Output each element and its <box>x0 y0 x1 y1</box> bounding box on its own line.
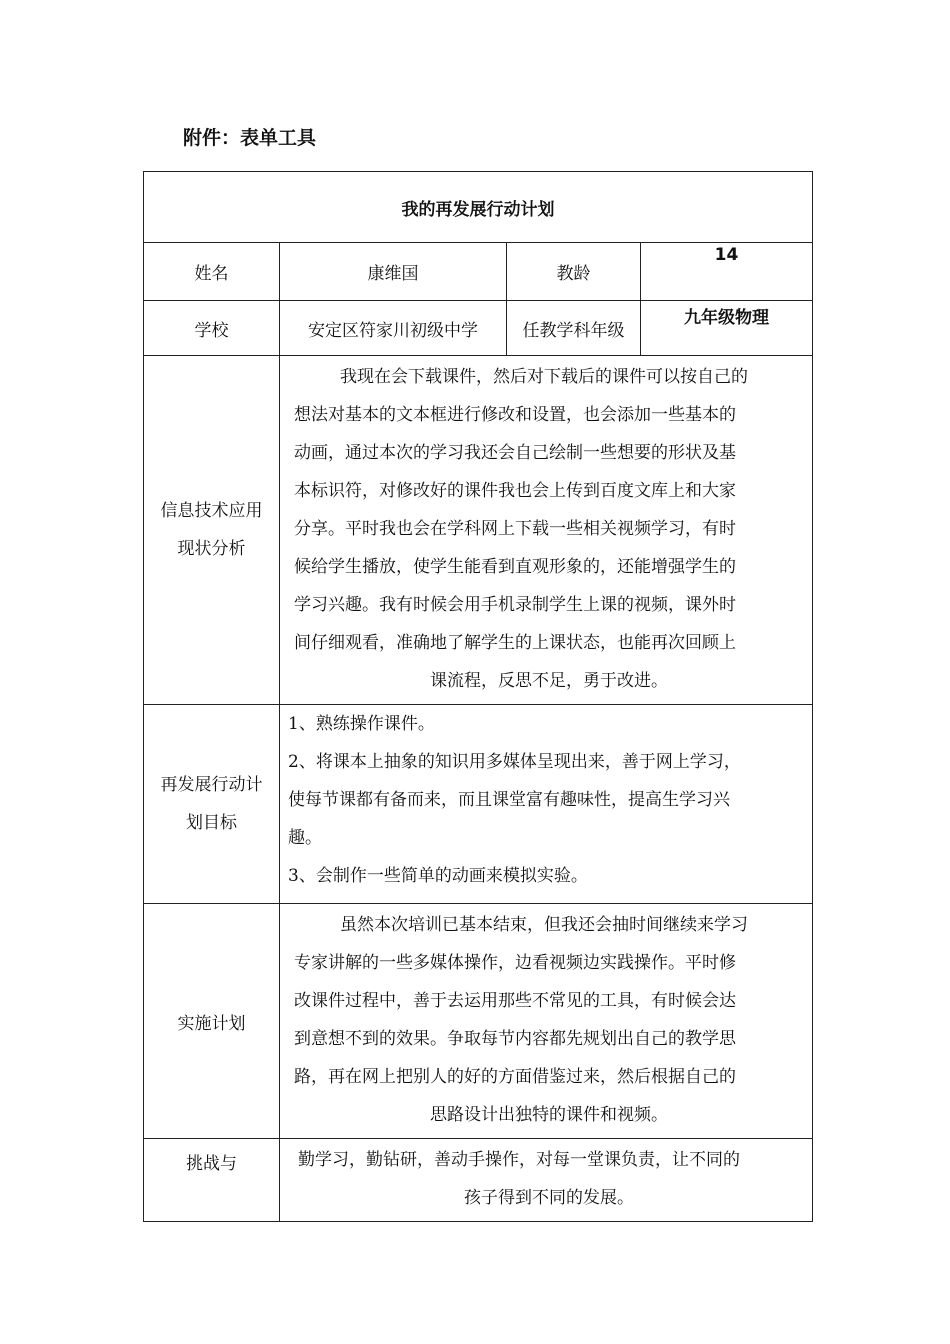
challenge-line: 勤学习，勤钻研，善动手操作，对每一堂课负责，让不同的 <box>298 1150 740 1170</box>
goal-label <box>144 705 280 904</box>
analysis-line: 学习兴趣。我有时候会用手机录制学生上课的视频，课外时 <box>294 595 736 615</box>
goal-label-line2: 划目标 <box>186 813 237 833</box>
goal-line: 3、会制作一些简单的动画来模拟实验。 <box>288 866 588 886</box>
challenge-last-line: 孩子得到不同的发展。 <box>464 1188 634 1208</box>
subject-label: 任教学科年级 <box>507 301 641 356</box>
analysis-line: 间仔细观看，准确地了解学生的上课状态，也能再次回顾上 <box>294 633 736 653</box>
name-label: 姓名 <box>144 243 280 301</box>
analysis-line: 我现在会下载课件，然后对下载后的课件可以按自己的 <box>340 367 748 387</box>
analysis-line: 分享。平时我也会在学科网上下载一些相关视频学习，有时 <box>294 519 736 539</box>
action-plan-table <box>143 171 813 1222</box>
analysis-label <box>144 356 280 705</box>
analysis-line: 本标识符，对修改好的课件我也会上传到百度文库上和大家 <box>294 481 736 501</box>
implementation-line: 路，再在网上把别人的好的方面借鉴过来，然后根据自己的 <box>294 1067 736 1087</box>
attachment-title: 附件：表单工具 <box>183 127 317 149</box>
implementation-label: 实施计划 <box>144 904 280 1139</box>
analysis-label-line2: 现状分析 <box>177 539 246 559</box>
goal-line: 趣。 <box>288 828 322 848</box>
analysis-line: 想法对基本的文本框进行修改和设置，也会添加一些基本的 <box>294 405 736 425</box>
implementation-line: 专家讲解的一些多媒体操作，边看视频边实践操作。平时修 <box>294 953 736 973</box>
implementation-line: 到意想不到的效果。争取每节内容都先规划出自己的教学思 <box>294 1029 736 1049</box>
goal-label-line1: 再发展行动计 <box>160 775 263 795</box>
challenge-content <box>280 1139 813 1222</box>
implementation-line: 改课件过程中，善于去运用那些不常见的工具，有时候会达 <box>294 991 736 1011</box>
goal-line: 1、熟练操作课件。 <box>288 714 435 734</box>
teaching-age-label: 教龄 <box>507 243 641 301</box>
goal-line: 使每节课都有备而来，而且课堂富有趣味性，提高生学习兴 <box>288 790 730 810</box>
subject-value: 九年级物理 <box>641 301 813 356</box>
implementation-last-line: 思路设计出独特的课件和视频。 <box>430 1105 668 1125</box>
analysis-label-line1: 信息技术应用 <box>160 501 263 521</box>
table-title: 我的再发展行动计划 <box>144 172 813 243</box>
name-value: 康维国 <box>280 243 507 301</box>
analysis-last-line: 课流程，反思不足，勇于改进。 <box>430 671 668 691</box>
implementation-line: 虽然本次培训已基本结束，但我还会抽时间继续来学习 <box>340 915 748 935</box>
school-label: 学校 <box>144 301 280 356</box>
school-value: 安定区符家川初级中学 <box>280 301 507 356</box>
teaching-age-value: 14 <box>641 243 813 301</box>
goal-line: 2、将课本上抽象的知识用多媒体呈现出来，善于网上学习， <box>288 752 741 772</box>
goal-content <box>280 705 813 904</box>
analysis-content <box>280 356 813 705</box>
challenge-label: 挑战与 <box>144 1139 280 1222</box>
analysis-line: 候给学生播放，使学生能看到直观形象的，还能增强学生的 <box>294 557 736 577</box>
implementation-content <box>280 904 813 1139</box>
analysis-line: 动画，通过本次的学习我还会自己绘制一些想要的形状及基 <box>294 443 736 463</box>
